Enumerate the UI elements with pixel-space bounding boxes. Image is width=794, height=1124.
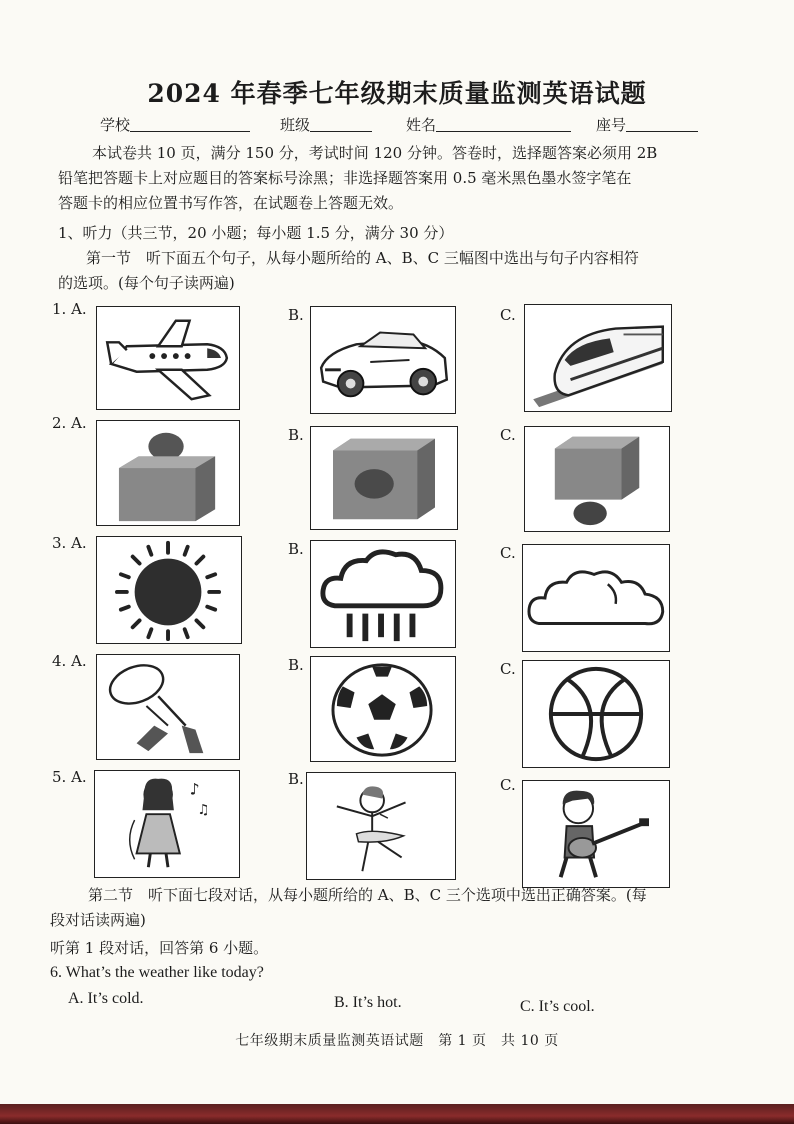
q2-option-b[interactable]	[310, 426, 458, 530]
boy-guitar-icon	[523, 781, 669, 887]
exam-title: 2024 年春季七年级期末质量监测英语试题	[147, 79, 647, 108]
q4-c-label: C.	[500, 660, 516, 678]
q1-option-c[interactable]	[524, 304, 672, 412]
q5-option-b[interactable]	[306, 772, 456, 880]
q2-option-a[interactable]	[96, 420, 240, 526]
q3-option-b[interactable]	[310, 540, 456, 648]
ball-in-box-icon	[311, 427, 457, 529]
class-field[interactable]	[280, 114, 372, 135]
name-label: 姓名	[406, 116, 437, 134]
ball-on-box-icon	[97, 421, 239, 525]
section2-instruction-3: 听第 1 段对话，回答第 6 小题。	[50, 939, 269, 957]
q6-option-c[interactable]: C. It’s cool.	[520, 998, 595, 1015]
cloud-icon	[523, 545, 669, 651]
school-label: 学校	[100, 116, 131, 134]
class-blank[interactable]	[310, 115, 372, 132]
q5-option-a[interactable]	[94, 770, 240, 878]
ball-under-box-icon	[525, 427, 669, 531]
q6-option-b[interactable]: B. It’s hot.	[334, 994, 402, 1011]
girl-singing-icon	[95, 771, 239, 877]
seat-label: 座号	[596, 116, 627, 134]
name-blank[interactable]	[436, 115, 571, 132]
q5-c-label: C.	[500, 776, 516, 794]
seat-blank[interactable]	[626, 115, 698, 132]
q3-option-c[interactable]	[522, 544, 670, 652]
q4-option-b[interactable]	[310, 656, 456, 762]
page-footer: 七年级期末质量监测英语试题 第 1 页 共 10 页	[235, 1033, 559, 1049]
school-blank[interactable]	[130, 115, 250, 132]
section1-instruction-1: 第一节 听下面五个句子，从每小题所给的 A、B、C 三幅图中选出与句子内容相符	[86, 249, 639, 267]
q2-c-label: C.	[500, 426, 516, 444]
q6-question: 6. What’s the weather like today?	[50, 964, 264, 981]
class-label: 班级	[280, 116, 311, 134]
soccer-ball-icon	[311, 657, 455, 761]
q2-option-c[interactable]	[524, 426, 670, 532]
q1-option-b[interactable]	[310, 306, 456, 414]
listening-heading: 1、听力（共三节，20 小题；每小题 1.5 分，满分 30 分）	[58, 224, 454, 242]
q4-option-a[interactable]	[96, 654, 240, 760]
svg-text:♫: ♫	[197, 802, 210, 819]
name-field[interactable]	[406, 114, 571, 135]
q6-option-a[interactable]: A. It’s cold.	[68, 990, 144, 1007]
q1-option-a[interactable]	[96, 306, 240, 410]
q5-b-label: B.	[288, 770, 304, 788]
badminton-icon	[97, 655, 239, 759]
q2-label: 2. A.	[52, 414, 87, 432]
q3-c-label: C.	[500, 544, 516, 562]
bottom-edge-strip	[0, 1104, 794, 1124]
q3-b-label: B.	[288, 540, 304, 558]
q4-option-c[interactable]	[522, 660, 670, 768]
q1-c-label: C.	[500, 306, 516, 324]
instruction-line-1: 本试卷共 10 页，满分 150 分，考试时间 120 分钟。答卷时，选择题答案必须用 2B	[92, 144, 658, 162]
section2-instruction-1: 第二节 听下面七段对话，从每小题所给的 A、B、C 三个选项中选出正确答案。(每	[88, 886, 647, 904]
instruction-line-3: 答题卡的相应位置书写作答，在试题卷上答题无效。	[58, 194, 404, 212]
rain-cloud-icon	[311, 541, 455, 647]
q1-b-label: B.	[288, 306, 304, 324]
instruction-line-2: 铅笔把答题卡上对应题目的答案标号涂黑；非选择题答案用 0.5 毫米黑色墨水签字笔在	[58, 169, 632, 187]
svg-text:♪: ♪	[189, 779, 200, 799]
seat-field[interactable]	[596, 114, 698, 135]
section2-instruction-2: 段对话读两遍)	[50, 911, 146, 929]
girl-dancing-icon	[307, 773, 455, 879]
q4-b-label: B.	[288, 656, 304, 674]
high-speed-train-icon	[525, 305, 671, 411]
q2-b-label: B.	[288, 426, 304, 444]
sun-icon	[97, 537, 241, 643]
section1-instruction-2: 的选项。(每个句子读两遍)	[58, 274, 235, 292]
q3-option-a[interactable]	[96, 536, 242, 644]
q3-label: 3. A.	[52, 534, 87, 552]
school-field[interactable]	[100, 114, 250, 135]
q5-label: 5. A.	[52, 768, 87, 786]
sports-car-icon	[311, 307, 455, 413]
q1-label: 1. A.	[52, 300, 87, 318]
basketball-icon	[523, 661, 669, 767]
q5-option-c[interactable]	[522, 780, 670, 888]
airplane-icon	[97, 307, 239, 409]
student-info-row	[100, 114, 740, 140]
q4-label: 4. A.	[52, 652, 87, 670]
